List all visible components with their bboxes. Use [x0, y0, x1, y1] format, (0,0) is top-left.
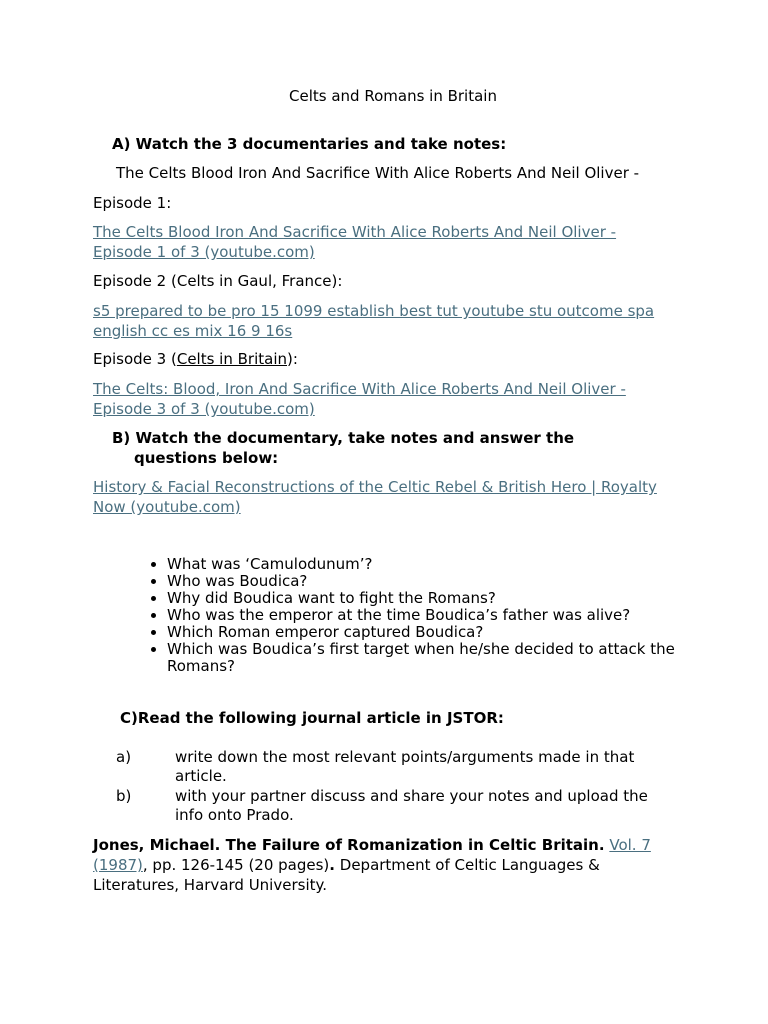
- series-title-line: The Celts Blood Iron And Sacrifice With Alice Roberts And Neil Oliver -: [116, 164, 640, 182]
- list-item: • What was ‘Camulodunum’?: [167, 556, 707, 573]
- list-item: • Why did Boudica want to fight the Romans?: [167, 590, 707, 607]
- list-item: • Which was Boudica’s first target when he/she decided to attack the Romans?: [167, 641, 707, 675]
- task-marker: b): [116, 787, 132, 805]
- episode-1-label: Episode 1:: [93, 194, 172, 212]
- citation-author-title: Jones, Michael. The Failure of Romanization in Celtic Britain.: [93, 836, 605, 854]
- list-item: • Which Roman emperor captured Boudica?: [167, 624, 707, 641]
- citation-year-link[interactable]: (1987): [93, 856, 143, 874]
- episode-2-label: Episode 2 (Celts in Gaul, France):: [93, 272, 343, 290]
- list-item: • Who was Boudica?: [167, 573, 707, 590]
- episode-3-underlined-topic: Celts in Britain: [176, 350, 287, 368]
- page-title: Celts and Romans in Britain: [289, 87, 497, 105]
- episode-2-link[interactable]: s5 prepared to be pro 15 1099 establish best tut youtube stu outcome spa english cc es mix 16 9 16s: [93, 302, 655, 340]
- list-item: • Who was the emperor at the time Boudica’s father was alive?: [167, 607, 707, 624]
- episode-3-label: Episode 3 (Celts in Britain):: [93, 350, 298, 368]
- section-b-link-block: [93, 477, 657, 517]
- citation: Jones, Michael. The Failure of Romanization in Celtic Britain. Vol. 7 (1987), pp. 126-145 (20 pages). Department of Celtic Languages & Literatures, Harvard University.: [93, 836, 651, 894]
- citation-volume-link[interactable]: Vol. 7: [609, 836, 651, 854]
- section-c-heading: C)Read the following journal article in JSTOR:: [120, 709, 504, 727]
- questions-list: [93, 556, 707, 675]
- section-a-heading: A) Watch the 3 documentaries and take notes:: [112, 135, 507, 153]
- episode-1-link-block: [93, 222, 616, 262]
- task-text: write down the most relevant points/arguments made in that article.: [175, 748, 635, 785]
- task-text: with your partner discuss and share your notes and upload the info onto Prado.: [175, 787, 648, 824]
- episode-1-link[interactable]: The Celts Blood Iron And Sacrifice With Alice Roberts And Neil Oliver - Episode 1 of 3 (youtube.com): [93, 223, 617, 261]
- episode-2-link-block: [93, 301, 654, 341]
- episode-3-link-block: [93, 379, 626, 419]
- boudica-documentary-link[interactable]: History & Facial Reconstructions of the Celtic Rebel & British Hero | Royalty Now (youtube.com): [93, 478, 657, 516]
- task-marker: a): [116, 748, 132, 766]
- section-b-heading: B) Watch the documentary, take notes and answer the questions below:: [112, 429, 575, 467]
- episode-3-link[interactable]: The Celts: Blood, Iron And Sacrifice With Alice Roberts And Neil Oliver - Episode 3 of 3 (youtube.com): [93, 380, 626, 418]
